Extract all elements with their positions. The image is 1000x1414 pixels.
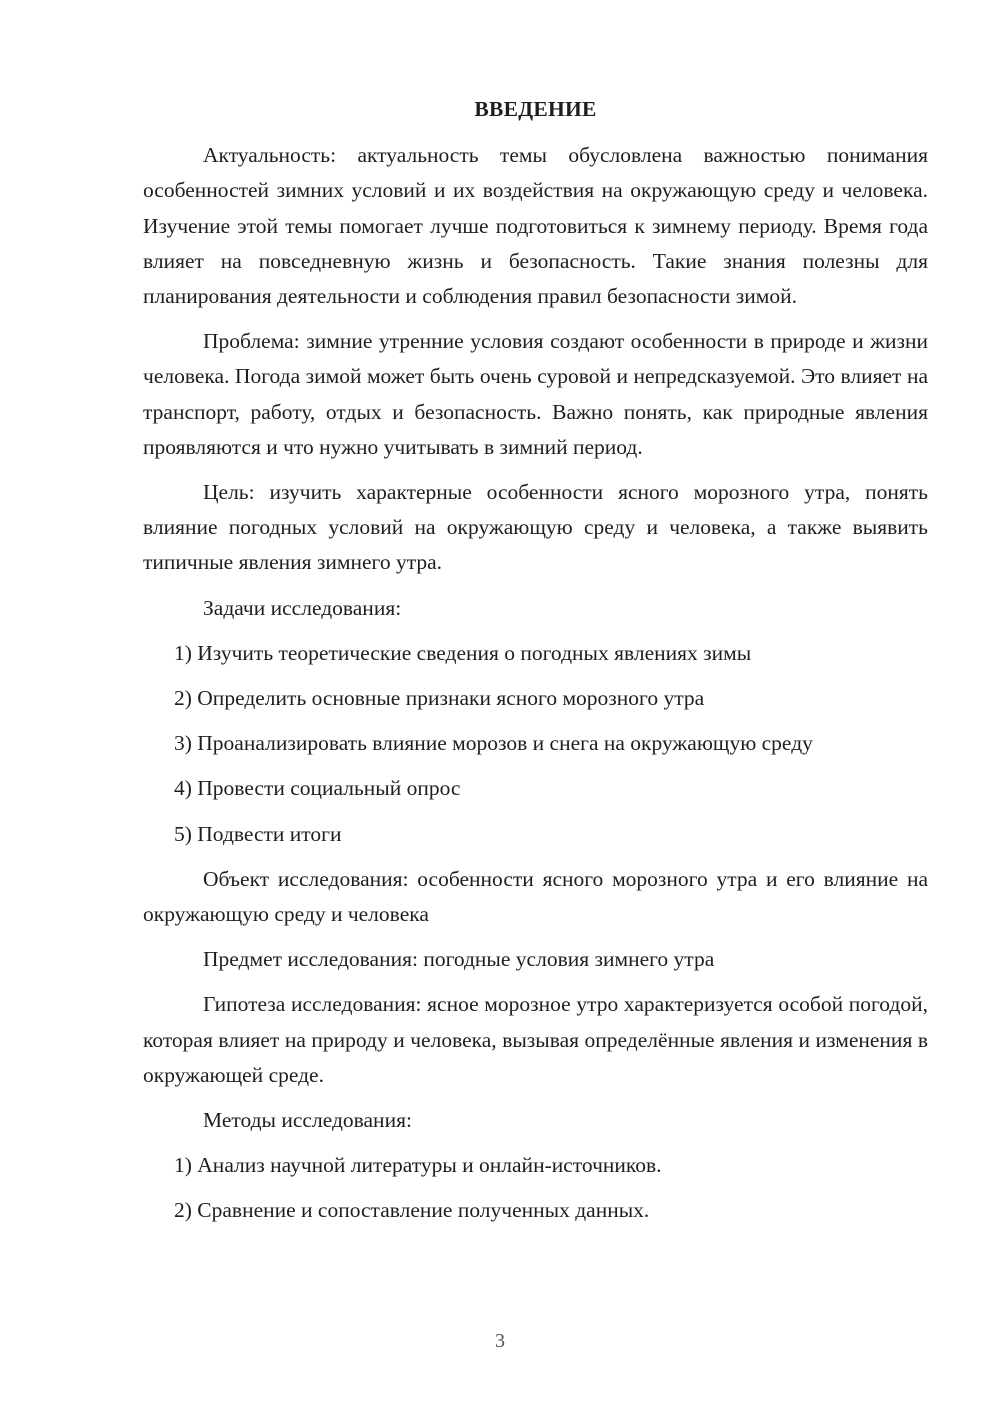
goal-paragraph: Цель: изучить характерные особенности ясного морозного утра, понять влияние погодных условий на окружающую среду и человека, а также выявить типичные явления зимнего утра. xyxy=(143,480,928,575)
hypothesis-paragraph: Гипотеза исследования: ясное морозное утро характеризуется особой погодой, которая влияет на природу и человека, вызывая определённые явления и изменения в окружающей среде. xyxy=(143,992,928,1087)
relevance-paragraph: Актуальность: актуальность темы обусловлена важностью понимания особенностей зимних условий и их воздействия на окружающую среду и человека. Изучение этой темы помогает лучше подготовиться к зимнему периоду. Время года влияет на повседневную жизнь и безопасность. Такие знания полезны для планирования деятельности и соблюдения правил безопасности зимой. xyxy=(143,143,928,309)
tasks-label: Задачи исследования: xyxy=(203,595,402,620)
page-number: 3 xyxy=(495,1330,505,1352)
list-item: 5) Подвести итоги xyxy=(174,821,342,846)
list-item: 3) Проанализировать влияние морозов и снега на окружающую среду xyxy=(174,731,813,756)
list-item: 1) Изучить теоретические сведения о погодных явлениях зимы xyxy=(174,640,752,665)
methods-label: Методы исследования: xyxy=(203,1108,412,1133)
methods-list xyxy=(143,1148,928,1228)
subject-paragraph: Предмет исследования: погодные условия зимнего утра xyxy=(203,947,715,972)
tasks-list xyxy=(143,636,928,852)
problem-paragraph: Проблема: зимние утренние условия создают особенности в природе и жизни человека. Погода зимой может быть очень суровой и непредсказуемой. Это влияет на транспорт, работу, отдых и безопасность. Важно понять, как природные явления проявляются и что нужно учитывать в зимний период. xyxy=(143,329,928,459)
list-item: 2) Сравнение и сопоставление полученных данных. xyxy=(174,1198,650,1223)
document-page xyxy=(143,92,928,1239)
list-item: 4) Провести социальный опрос xyxy=(174,776,461,801)
object-paragraph: Объект исследования: особенности ясного морозного утра и его влияние на окружающую среду и человека xyxy=(143,866,928,927)
list-item: 1) Анализ научной литературы и онлайн-источников. xyxy=(174,1153,662,1178)
page-title: ВВЕДЕНИЕ xyxy=(474,97,597,121)
list-item: 2) Определить основные признаки ясного морозного утра xyxy=(174,686,705,711)
